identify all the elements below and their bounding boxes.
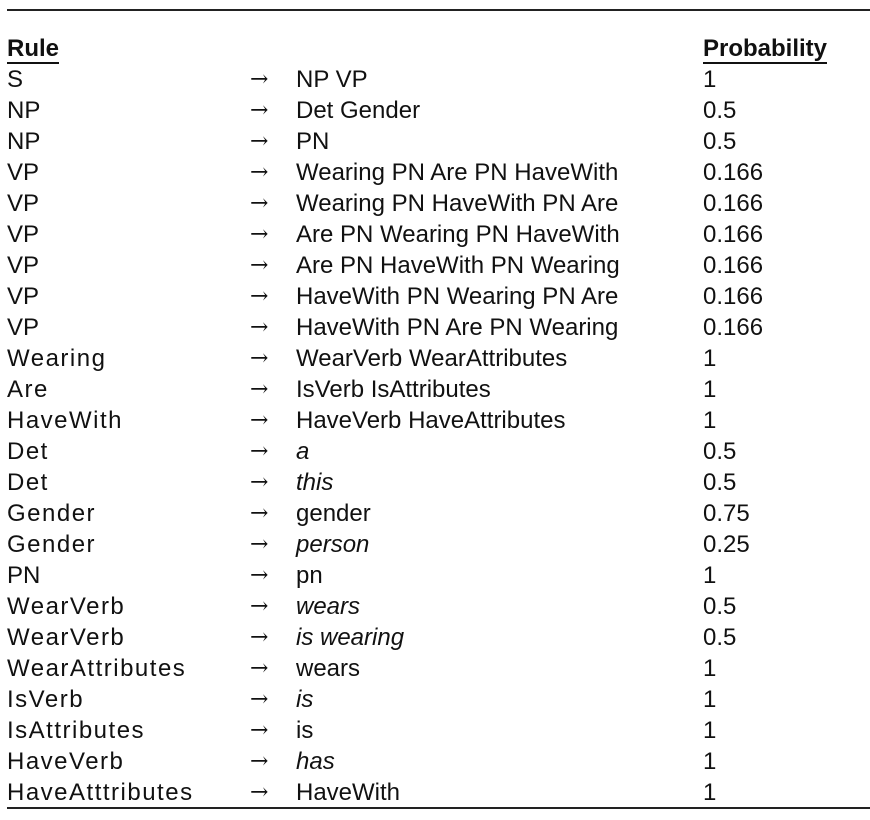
table-row bbox=[7, 374, 867, 405]
table-row bbox=[7, 498, 867, 529]
rule-probability: 0.5 bbox=[703, 624, 737, 651]
rule-arrow: → bbox=[250, 563, 269, 588]
rule-arrow: → bbox=[250, 408, 269, 433]
table-row bbox=[7, 746, 867, 777]
rule-probability: 1 bbox=[703, 748, 717, 775]
rule-probability: 0.5 bbox=[703, 128, 737, 155]
rule-lhs: IsAttributes bbox=[7, 717, 146, 744]
table-row bbox=[7, 715, 867, 746]
table-row bbox=[7, 467, 867, 498]
rule-arrow: → bbox=[250, 98, 269, 123]
rule-arrow: → bbox=[250, 346, 269, 371]
rule-rhs: NP VP bbox=[296, 66, 368, 93]
rule-lhs: NP bbox=[7, 97, 41, 124]
rule-lhs: HaveAtttributes bbox=[7, 779, 194, 806]
rule-probability: 1 bbox=[703, 66, 717, 93]
probability-header bbox=[703, 20, 867, 64]
rule-lhs: HaveWith bbox=[7, 407, 124, 434]
rule-rhs: this bbox=[296, 469, 334, 496]
rule-arrow: → bbox=[250, 594, 269, 619]
rule-probability: 0.166 bbox=[703, 252, 764, 279]
rule-rhs: is bbox=[296, 686, 314, 713]
table-row bbox=[7, 529, 867, 560]
rule-rhs: HaveVerb HaveAttributes bbox=[296, 407, 566, 434]
rule-probability: 0.25 bbox=[703, 531, 750, 558]
rule-lhs: Are bbox=[7, 376, 49, 403]
rule-rhs: person bbox=[296, 531, 370, 558]
rule-arrow: → bbox=[250, 284, 269, 309]
table-row bbox=[7, 622, 867, 653]
table-row bbox=[7, 219, 867, 250]
rule-lhs: Gender bbox=[7, 500, 97, 527]
rule-lhs: VP bbox=[7, 190, 40, 217]
rule-probability: 1 bbox=[703, 686, 717, 713]
rule-arrow: → bbox=[250, 377, 269, 402]
rule-probability: 0.166 bbox=[703, 190, 764, 217]
rule-arrow: → bbox=[250, 656, 269, 681]
rule-probability: 0.166 bbox=[703, 221, 764, 248]
rule-lhs: VP bbox=[7, 283, 40, 310]
rule-lhs: VP bbox=[7, 252, 40, 279]
rule-lhs: Wearing bbox=[7, 345, 107, 372]
rule-probability: 0.75 bbox=[703, 500, 750, 527]
rule-lhs: VP bbox=[7, 221, 40, 248]
rule-rhs: HaveWith bbox=[296, 779, 401, 806]
rule-rhs: Are PN HaveWith PN Wearing bbox=[296, 252, 620, 279]
rule-rhs: is bbox=[296, 717, 314, 744]
rule-rhs: IsVerb IsAttributes bbox=[296, 376, 491, 403]
rule-probability: 0.5 bbox=[703, 438, 737, 465]
rule-header bbox=[7, 20, 250, 64]
rule-rhs: wears bbox=[296, 655, 361, 682]
rule-probability: 1 bbox=[703, 562, 717, 589]
rule-arrow: → bbox=[250, 191, 269, 216]
table-row bbox=[7, 405, 867, 436]
rule-probability: 1 bbox=[703, 407, 717, 434]
rule-rhs: Are PN Wearing PN HaveWith bbox=[296, 221, 620, 248]
table-row bbox=[7, 250, 867, 281]
rule-arrow: → bbox=[250, 470, 269, 495]
rule-arrow: → bbox=[250, 687, 269, 712]
rule-probability: 1 bbox=[703, 376, 717, 403]
rule-lhs: Det bbox=[7, 438, 49, 465]
rule-rhs: has bbox=[296, 748, 335, 775]
rule-lhs: IsVerb bbox=[7, 686, 85, 713]
table-row bbox=[7, 343, 867, 374]
rule-probability: 1 bbox=[703, 717, 717, 744]
table-row bbox=[7, 157, 867, 188]
rule-probability: 1 bbox=[703, 779, 717, 806]
table-body bbox=[7, 64, 867, 808]
rule-rhs: pn bbox=[296, 562, 323, 589]
rule-rhs: Wearing PN HaveWith PN Are bbox=[296, 190, 619, 217]
table-row bbox=[7, 188, 867, 219]
rule-arrow: → bbox=[250, 129, 269, 154]
rule-probability: 0.166 bbox=[703, 283, 764, 310]
expansion-header bbox=[296, 20, 703, 64]
rule-lhs: NP bbox=[7, 128, 41, 155]
rule-lhs: Det bbox=[7, 469, 49, 496]
rule-lhs: S bbox=[7, 66, 24, 93]
table-row bbox=[7, 653, 867, 684]
rule-arrow: → bbox=[250, 780, 269, 805]
rule-rhs: gender bbox=[296, 500, 371, 527]
table-row bbox=[7, 591, 867, 622]
rule-probability: 0.5 bbox=[703, 469, 737, 496]
rule-arrow: → bbox=[250, 315, 269, 340]
rule-rhs: PN bbox=[296, 128, 330, 155]
rule-probability: 0.166 bbox=[703, 159, 764, 186]
rule-rhs: HaveWith PN Wearing PN Are bbox=[296, 283, 619, 310]
table-row bbox=[7, 436, 867, 467]
rule-arrow: → bbox=[250, 718, 269, 743]
rule-arrow: → bbox=[250, 439, 269, 464]
rule-rhs: WearVerb WearAttributes bbox=[296, 345, 568, 372]
rule-lhs: VP bbox=[7, 159, 40, 186]
table-header-row bbox=[7, 20, 867, 64]
rule-probability: 0.166 bbox=[703, 314, 764, 341]
rule-rhs: Wearing PN Are PN HaveWith bbox=[296, 159, 619, 186]
rule-lhs: Gender bbox=[7, 531, 97, 558]
table-row bbox=[7, 281, 867, 312]
rule-header-label: Rule bbox=[7, 35, 60, 62]
rule-rhs: a bbox=[296, 438, 310, 465]
rule-probability: 1 bbox=[703, 655, 717, 682]
rule-arrow: → bbox=[250, 67, 269, 92]
rule-rhs: HaveWith PN Are PN Wearing bbox=[296, 314, 619, 341]
table-row bbox=[7, 560, 867, 591]
rule-probability: 0.5 bbox=[703, 593, 737, 620]
table-row bbox=[7, 684, 867, 715]
table-row bbox=[7, 64, 867, 95]
rule-lhs: PN bbox=[7, 562, 41, 589]
top-rule bbox=[7, 9, 870, 11]
rule-lhs: WearAttributes bbox=[7, 655, 187, 682]
rule-rhs: wears bbox=[296, 593, 361, 620]
rule-lhs: WearVerb bbox=[7, 593, 126, 620]
table-row bbox=[7, 95, 867, 126]
rule-arrow: → bbox=[250, 222, 269, 247]
bottom-rule bbox=[7, 807, 870, 809]
rule-rhs: Det Gender bbox=[296, 97, 421, 124]
rule-lhs: WearVerb bbox=[7, 624, 126, 651]
rule-arrow: → bbox=[250, 253, 269, 278]
probability-header-label: Probability bbox=[703, 35, 828, 62]
arrow-header bbox=[250, 20, 296, 64]
table-row bbox=[7, 777, 867, 808]
rule-lhs: VP bbox=[7, 314, 40, 341]
rule-rhs: is wearing bbox=[296, 624, 405, 651]
rule-probability: 1 bbox=[703, 345, 717, 372]
rule-arrow: → bbox=[250, 532, 269, 557]
rule-probability: 0.5 bbox=[703, 97, 737, 124]
rule-arrow: → bbox=[250, 160, 269, 185]
rule-arrow: → bbox=[250, 501, 269, 526]
rule-arrow: → bbox=[250, 749, 269, 774]
table-row bbox=[7, 126, 867, 157]
rule-lhs: HaveVerb bbox=[7, 748, 125, 775]
table-row bbox=[7, 312, 867, 343]
grammar-rules-table bbox=[7, 20, 867, 808]
rule-arrow: → bbox=[250, 625, 269, 650]
